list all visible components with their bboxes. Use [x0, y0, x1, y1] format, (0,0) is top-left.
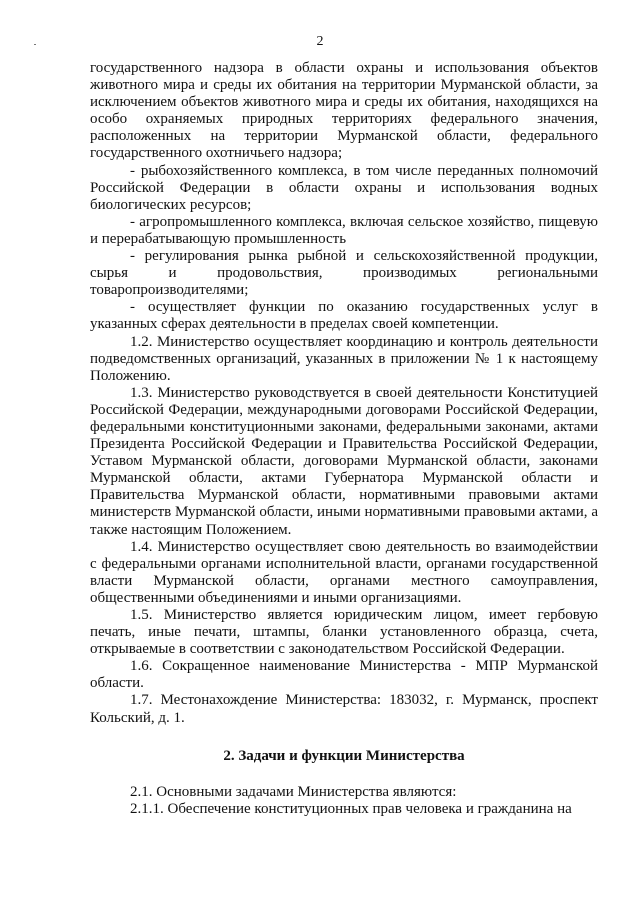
page-number: 2	[316, 34, 324, 49]
paragraph-fisheries: - рыбохозяйственного комплекса, в том числе переданных полномочий Российской Федерации в области охраны и использования водных биологических ресурсов;	[90, 162, 598, 213]
paragraph-2-1-1: 2.1.1. Обеспечение конституционных прав человека и гражданина на	[130, 800, 572, 817]
paragraph-1-4: 1.4. Министерство осуществляет свою деятельность во взаимодействии с федеральными органами исполнительной власти, органами государственной власти Мурманской области, органами местного самоуправления, общественными объединениями и иными организациями.	[90, 538, 598, 606]
paragraph-market-regulation: - регулирования рынка рыбной и сельскохозяйственной продукции, сырья и продовольствия, производимых региональными товаропроизводителями;	[90, 248, 598, 299]
paragraph-1-6: 1.6. Сокращенное наименование Министерства - МПР Мурманской области.	[90, 658, 598, 692]
paragraph-public-services: - осуществляет функции по оказанию государственных услуг в указанных сферах деятельности в пределах своей компетенции.	[90, 299, 598, 333]
paragraph-2-1: 2.1. Основными задачами Министерства являются:	[130, 783, 457, 800]
paragraph-1-5: 1.5. Министерство является юридическим лицом, имеет гербовую печать, иные печати, штампы, бланки установленного образца, счета, открываемые в соответствии с законодательством Российской Федерации.	[90, 607, 598, 658]
paragraph-1-7: 1.7. Местонахождение Министерства: 183032, г. Мурманск, проспект Кольский, д. 1.	[90, 692, 598, 726]
paragraph-state-supervision: государственного надзора в области охраны и использования объектов животного мира и среды их обитания на территории Мурманской области, за исключением объектов животного мира и среды их обитания, находящихся на особо охраняемых природных территориях федерального значения, расположенных на территории Мурманской области, федерального государственного охотничьего надзора;	[90, 60, 598, 162]
paragraph-1-2: 1.2. Министерство осуществляет координацию и контроль деятельности подведомственных организаций, указанных в приложении № 1 к настоящему Положению.	[90, 333, 598, 384]
section-heading: 2. Задачи и функции Министерства	[223, 747, 465, 764]
paragraph-1-3: 1.3. Министерство руководствуется в своей деятельности Конституцией Российской Федерации, международными договорами Российской Федерации, федеральными конституционными законами, федеральными законами, актами Президента Российской Федерации и Правительства Российской Федерации, Уставом Мурманской области, договорами Мурманской области, законами Мурманской области, актами Губернатора Мурманской области и Правительства Мурманской области, нормативными правовыми актами министерств Мурманской области, иными нормативными правовыми актами, а также настоящим Положением.	[90, 384, 598, 538]
document-body	[90, 60, 598, 818]
paragraph-agroindustry: - агропромышленного комплекса, включая сельское хозяйство, пищевую и перерабатывающую промышленность	[90, 213, 598, 247]
